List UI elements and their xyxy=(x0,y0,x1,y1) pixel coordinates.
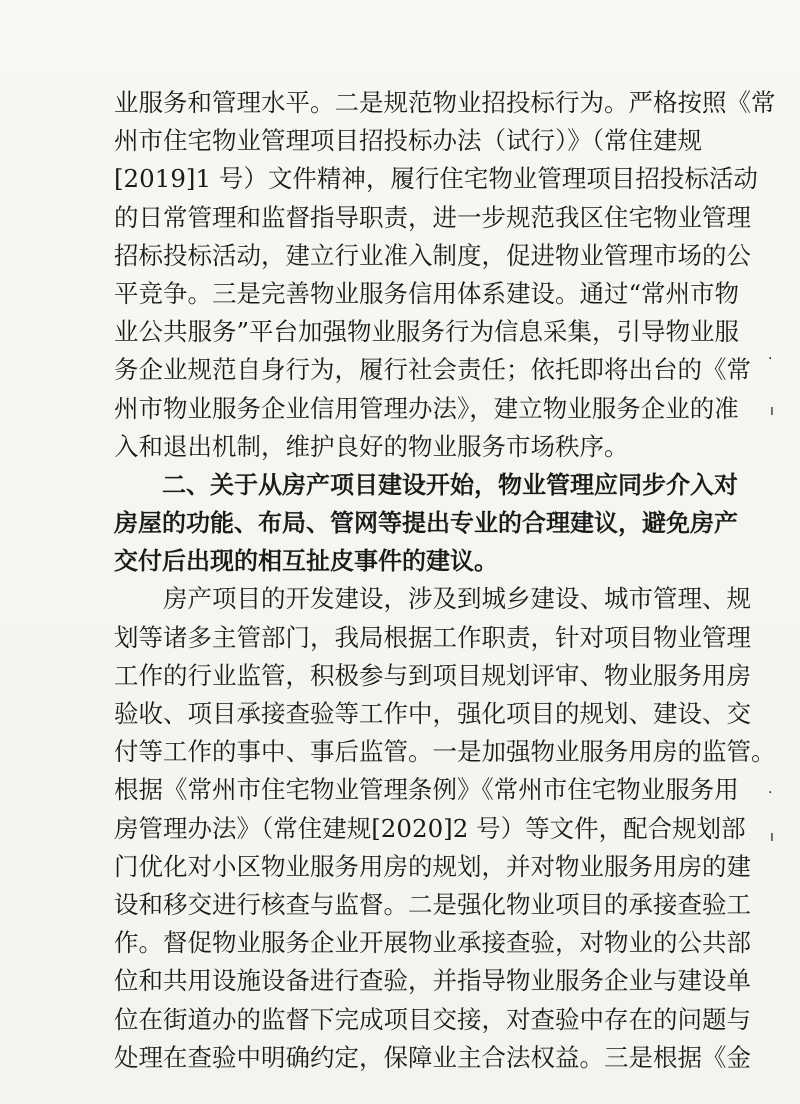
body-text-line: 业公共服务”平台加强物业服务行为信息采集，引导物业服 xyxy=(114,317,740,347)
body-text-line: 门优化对小区物业服务用房的规划，并对物业服务用房的建 xyxy=(114,851,751,881)
body-text-line: 验收、项目承接查验等工作中，强化项目的规划、建设、交 xyxy=(114,699,751,728)
body-text-line: 房管理办法》（常住建规[2020]2 号）等文件，配合规划部 xyxy=(114,813,746,843)
body-text-line: 的日常管理和监督指导职责，进一步规范我区住宅物业管理 xyxy=(114,202,751,232)
document-body xyxy=(114,84,776,1077)
section-heading-line: 交付后出现的相互扯皮事件的建议。 xyxy=(114,547,498,576)
body-text-line: 房产项目的开发建设，涉及到城乡建设、城市管理、规 xyxy=(114,584,751,614)
body-text-line: [2019]1 号）文件精神，履行住宅物业管理项目招投标活动 xyxy=(114,164,758,194)
body-text-line: 设和移交进行核查与监督。二是强化物业项目的承接查验工 xyxy=(114,889,751,919)
body-text-line: 付等工作的事中、事后监管。一是加强物业服务用房的监管。 xyxy=(114,737,776,767)
body-text-line: 平竞争。三是完善物业服务信用体系建设。通过“常州市物 xyxy=(114,278,740,308)
margin-mark: · xyxy=(768,351,773,367)
body-text-line: 州市住宅物业管理项目招投标办法（试行）》（常住建规 xyxy=(114,126,702,156)
body-text-line: 工作的行业监管，积极参与到项目规划评审、物业服务用房 xyxy=(114,660,751,690)
margin-mark: · xyxy=(768,785,773,801)
body-text-line: 作。督促物业服务企业开展物业承接查验，对物业的公共部 xyxy=(114,928,751,958)
section-heading-line: 房屋的功能、布局、管网等提出专业的合理建议，避免房产 xyxy=(114,509,738,538)
body-text-line: 位和共用设施设备进行查验，并指导物业服务企业与建设单 xyxy=(114,966,751,996)
margin-mark: ı xyxy=(770,829,774,845)
body-text-line: 入和退出机制，维护良好的物业服务市场秩序。 xyxy=(114,431,629,461)
body-text-line: 业服务和管理水平。二是规范物业招投标行为。严格按照《常 xyxy=(114,88,776,117)
section-heading-line: 二、关于从房产项目建设开始，物业管理应同步介入对 xyxy=(114,470,738,499)
body-text-line: 划等诸多主管部门，我局根据工作职责，针对项目物业管理 xyxy=(114,622,751,652)
body-text-line: 处理在查验中明确约定，保障业主合法权益。三是根据《金 xyxy=(114,1042,751,1072)
margin-mark: ı xyxy=(770,403,774,419)
body-text-line: 位在街道办的监督下完成项目交接，对查验中存在的问题与 xyxy=(114,1004,751,1034)
body-text-line: 招标投标活动，建立行业准入制度，促进物业管理市场的公 xyxy=(114,240,751,270)
body-text-line: 根据《常州市住宅物业管理条例》《常州市住宅物业服务用 xyxy=(114,775,739,805)
body-text-line: 州市物业服务企业信用管理办法》，建立物业服务企业的准 xyxy=(114,393,739,423)
body-text-line: 务企业规范自身行为，履行社会责任；依托即将出台的《常 xyxy=(114,355,751,385)
